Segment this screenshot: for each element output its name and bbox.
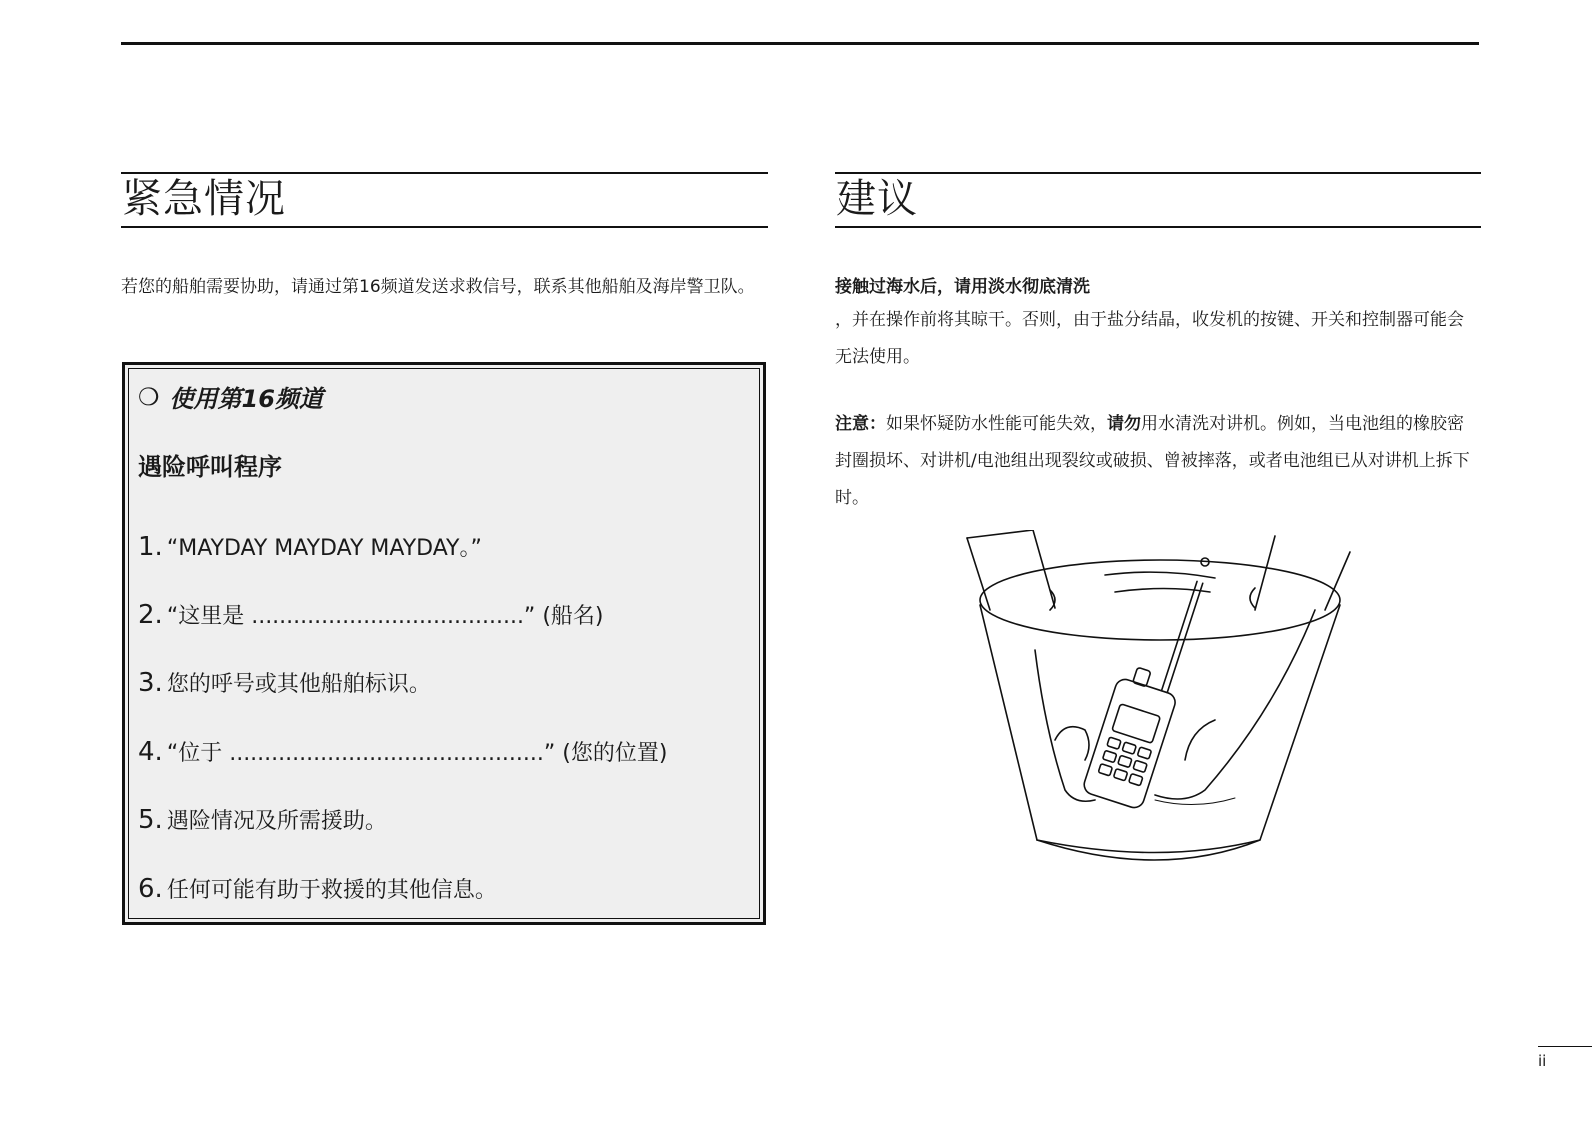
procedure-step xyxy=(138,599,604,630)
page-number-rule xyxy=(1538,1046,1592,1047)
step-number: 4. xyxy=(138,737,163,767)
step-text: “MAYDAY MAYDAY MAYDAY。” xyxy=(166,536,482,561)
circle-bullet-icon: ❍ xyxy=(138,382,160,411)
step-text: 您的呼号或其他船舶标识。 xyxy=(166,672,431,697)
caution-note xyxy=(835,406,1480,517)
step-text: “这里是 .......................................” (船名) xyxy=(166,604,604,629)
top-rule xyxy=(121,42,1479,45)
step-text: 遇险情况及所需援助。 xyxy=(166,809,387,834)
box-heading xyxy=(138,379,323,414)
step-number: 2. xyxy=(138,600,163,630)
step-number: 3. xyxy=(138,668,163,698)
page-number: ii xyxy=(1538,1052,1547,1070)
note-label: 注意： xyxy=(835,414,886,434)
tip-heading: 接触过海水后，请用淡水彻底清洗 xyxy=(835,277,1090,297)
note-text-1: 如果怀疑防水性能可能失效， xyxy=(886,414,1107,434)
box-subheading: 遇险呼叫程序 xyxy=(138,453,282,481)
procedure-step xyxy=(138,804,387,835)
box-heading-label: 使用第16频道 xyxy=(169,385,323,413)
section-title-emergency: 紧急情况 xyxy=(121,172,768,228)
step-number: 6. xyxy=(138,874,163,904)
tip-body: ，并在操作前将其晾干。否则，由于盐分结晶，收发机的按键、开关和控制器可能会无法使用。 xyxy=(835,310,1464,367)
procedure-step xyxy=(138,667,431,698)
section-title-recommendation: 建议 xyxy=(835,172,1481,228)
step-text: 任何可能有助于救援的其他信息。 xyxy=(166,878,497,903)
emergency-intro: 若您的船舶需要协助，请通过第16频道发送求救信号，联系其他船舶及海岸警卫队。 xyxy=(121,277,755,297)
note-text-2: 用水清洗对讲机。例如，当电池组的橡胶密封圈损坏、对讲机/电池组出现裂纹或破损、曾被摔落，或者电池组已从对讲机上拆下时。 xyxy=(835,414,1470,508)
step-number: 5. xyxy=(138,805,163,835)
radio-washing-in-bucket-illustration xyxy=(955,530,1355,885)
procedure-step xyxy=(138,736,667,767)
step-text: “位于 .............................................” (您的位置) xyxy=(166,741,668,766)
channel16-procedure-box xyxy=(122,362,766,925)
procedure-step xyxy=(138,531,482,562)
procedure-step xyxy=(138,873,497,904)
step-number: 1. xyxy=(138,532,163,562)
note-emphasis: 请勿 xyxy=(1107,414,1141,434)
